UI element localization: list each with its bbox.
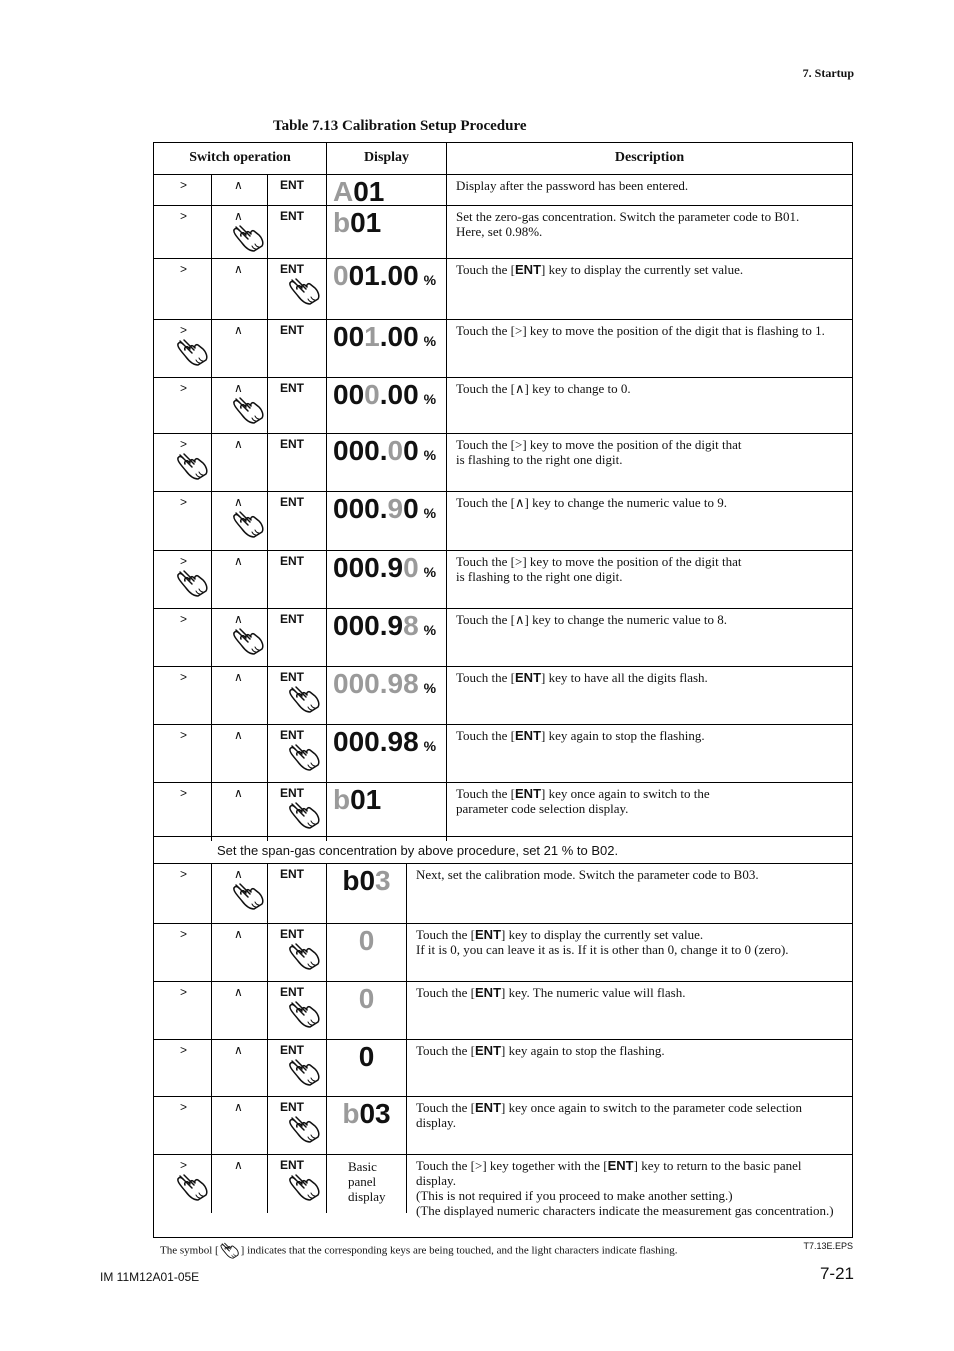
description-text (446, 320, 852, 377)
table-row (154, 550, 852, 608)
col-header-description: Description (446, 143, 852, 174)
flashing-digits: 0 (358, 983, 375, 1014)
description-fragment: Touch the [ (416, 985, 476, 1000)
flashing-digits: b (342, 1098, 360, 1129)
key-right: > (154, 1155, 211, 1213)
table-row (154, 608, 852, 666)
touch-hand-icon (176, 338, 210, 368)
table-row (154, 1154, 852, 1218)
key-ent: ENT (267, 783, 326, 841)
key-up: ∧ (211, 551, 267, 608)
span-note: Set the span-gas concentration by above procedure, set 21 % to B02. (217, 843, 619, 858)
display-readout (326, 434, 446, 491)
description-line (416, 927, 844, 942)
description-line (416, 942, 844, 957)
ent-key-label: ENT (515, 262, 542, 277)
description-fragment: Here, set 0.98%. (456, 224, 543, 239)
key-ent: ENT (267, 320, 326, 377)
description-fragment: Set the zero-gas concentration. Switch the parameter code to B01. (456, 209, 800, 224)
key-up: ∧ (211, 378, 267, 433)
description-text (406, 982, 852, 1039)
description-text (406, 1097, 852, 1154)
key-right: > (180, 670, 188, 684)
touch-hand-icon (232, 396, 266, 426)
footnote-prefix: The symbol [ (160, 1244, 219, 1257)
description-fragment: ] key to display the currently set value. (501, 927, 704, 942)
touch-hand-icon (232, 882, 266, 912)
display-readout (326, 259, 446, 319)
description-fragment: ] key. The numeric value will flash. (501, 985, 686, 1000)
flashing-digits: 0 (333, 260, 349, 291)
ent-key-label: ENT (607, 1158, 634, 1173)
key-right: > (180, 381, 188, 395)
page-number: 7-21 (819, 1264, 854, 1283)
key-ent: ENT (267, 259, 326, 319)
steady-digits: .00 (379, 321, 419, 352)
ent-key-label: ENT (515, 728, 542, 743)
key-ent: ENT (267, 609, 326, 666)
table-row (154, 1096, 852, 1154)
description-fragment: Next, set the calibration mode. Switch the parameter code to B03. (416, 867, 759, 882)
steady-digits: 01 (353, 176, 385, 207)
steady-digits: b0 (342, 865, 376, 896)
touch-hand-icon (288, 1058, 322, 1088)
table-header-row (154, 143, 852, 174)
key-ent: ENT (267, 725, 326, 782)
display-readout (326, 1155, 406, 1213)
touch-hand-icon (288, 743, 322, 773)
calibration-setup-table (153, 142, 853, 1238)
steady-digits: 000. (333, 435, 388, 466)
steady-digits: 0 (358, 1041, 375, 1072)
ent-key-label: ENT (475, 1043, 502, 1058)
key-right: > (154, 434, 211, 491)
description-line (456, 323, 844, 338)
key-right: > (180, 262, 188, 276)
display-readout (326, 1040, 406, 1096)
touch-hand-icon (288, 801, 322, 831)
description-fragment: Touch the [∧] key to change the numeric value to 9. (456, 495, 728, 510)
touch-hand-icon (232, 510, 266, 540)
table-row (154, 319, 852, 377)
key-up: ∧ (211, 1040, 267, 1096)
display-readout (326, 864, 406, 923)
flashing-digits: 0 (403, 552, 419, 583)
description-line (456, 670, 844, 685)
percent-unit: % (423, 333, 437, 349)
display-readout (326, 320, 446, 377)
key-up: ∧ (211, 864, 267, 923)
flashing-digits: 8 (403, 610, 419, 641)
display-readout (326, 924, 406, 981)
description-fragment: Touch the [∧] key to change the numeric value to 8. (456, 612, 728, 627)
description-fragment: Touch the [>] key together with the [ (416, 1158, 608, 1173)
key-ent: ENT (267, 206, 326, 258)
touch-hand-icon (288, 685, 322, 715)
description-fragment: (The displayed numeric characters indicate the measurement gas concentration.) (416, 1203, 834, 1218)
description-fragment: ] key once again to switch to the parameter code selection display. (416, 1100, 803, 1130)
table-row (154, 1039, 852, 1096)
description-fragment: Touch the [ (456, 728, 516, 743)
display-readout (326, 378, 446, 433)
key-ent: ENT (267, 492, 326, 550)
flashing-digits: b (333, 207, 351, 238)
description-line (416, 867, 844, 882)
description-text (446, 492, 852, 550)
flashing-digits: b (333, 784, 351, 815)
key-up: ∧ (211, 206, 267, 258)
percent-unit: % (423, 505, 437, 521)
key-right: > (180, 209, 188, 223)
percent-unit: % (423, 680, 437, 696)
description-line (456, 801, 844, 816)
description-line (456, 209, 844, 224)
description-fragment: parameter code selection display. (456, 801, 629, 816)
display-readout (326, 783, 446, 841)
description-line (456, 178, 844, 193)
footnote-suffix: ] indicates that the corresponding keys are being touched, and the light characters indicate flashing. (240, 1244, 678, 1257)
flashing-digits: 3 (375, 865, 391, 896)
basic-panel-display-line: Basic (348, 1159, 377, 1174)
touch-hand-icon (176, 569, 210, 599)
description-text (406, 924, 852, 981)
description-text (446, 175, 852, 205)
description-line (456, 612, 844, 627)
description-line (456, 786, 844, 801)
description-text (406, 864, 852, 923)
description-line (416, 1203, 844, 1218)
description-text (406, 1155, 852, 1218)
description-line (456, 495, 844, 510)
key-ent: ENT (267, 378, 326, 433)
table-title: Table 7.13 Calibration Setup Procedure (273, 118, 527, 134)
description-text (446, 378, 852, 433)
description-fragment: Touch the [ (456, 670, 516, 685)
description-line (416, 1100, 844, 1130)
key-right: > (180, 612, 188, 626)
key-up: ∧ (211, 924, 267, 981)
key-up: ∧ (211, 492, 267, 550)
touch-hand-icon (288, 277, 322, 307)
ent-key-label: ENT (475, 1100, 502, 1115)
table-row (154, 491, 852, 550)
description-line (456, 224, 844, 239)
key-right: > (154, 320, 211, 377)
steady-digits: 01 (350, 784, 382, 815)
key-ent: ENT (267, 434, 326, 491)
ent-key-label: ENT (475, 985, 502, 1000)
col-header-switch: Switch operation (189, 150, 291, 165)
description-fragment: ] key again to stop the flashing. (541, 728, 705, 743)
section-header: 7. Startup (802, 66, 854, 80)
description-fragment: Touch the [ (416, 1100, 476, 1115)
description-fragment: Touch the [ (456, 262, 516, 277)
description-line (456, 569, 844, 584)
key-up: ∧ (211, 434, 267, 491)
table-row (154, 666, 852, 724)
description-fragment: (This is not required if you proceed to make another setting.) (416, 1188, 733, 1203)
steady-digits: 01.00 (348, 260, 419, 291)
description-fragment: Touch the [>] key to move the position of the digit that is flashing to 1. (456, 323, 825, 338)
flashing-digits: 0 (364, 379, 380, 410)
key-up: ∧ (211, 175, 267, 205)
description-text (446, 725, 852, 782)
basic-panel-display-line: panel (348, 1174, 377, 1189)
key-right: > (154, 551, 211, 608)
table-row (154, 174, 852, 205)
display-readout (326, 492, 446, 550)
display-readout (326, 206, 446, 258)
touch-hand-icon (232, 627, 266, 657)
percent-unit: % (423, 738, 437, 754)
steady-digits: 000.98 (333, 726, 419, 757)
key-ent: ENT (267, 667, 326, 724)
table-row (154, 923, 852, 981)
description-line (456, 452, 844, 467)
key-up: ∧ (211, 667, 267, 724)
percent-unit: % (423, 447, 437, 463)
description-line (416, 1188, 844, 1203)
flashing-digits: 9 (387, 493, 404, 524)
description-fragment: Touch the [∧] key to change to 0. (456, 381, 631, 396)
steady-digits: 000.9 (333, 610, 404, 641)
description-fragment: is flashing to the right one digit. (456, 452, 623, 467)
steady-digits: .00 (379, 379, 419, 410)
touch-hand-icon (176, 1173, 210, 1203)
display-readout (326, 609, 446, 666)
description-fragment: ] key to return to the basic panel display. (416, 1158, 802, 1188)
key-ent: ENT (267, 175, 326, 205)
key-right: > (180, 728, 188, 742)
key-right: > (180, 985, 188, 999)
description-fragment: Touch the [ (416, 927, 476, 942)
key-ent: ENT (267, 864, 326, 923)
table-row (154, 724, 852, 782)
footnote (160, 1242, 677, 1260)
flashing-digits: 0 (387, 435, 404, 466)
display-readout (326, 667, 446, 724)
key-up: ∧ (211, 783, 267, 841)
key-ent: ENT (267, 1097, 326, 1154)
description-fragment: Display after the password has been entered. (456, 178, 689, 193)
display-readout (326, 1097, 406, 1154)
percent-unit: % (423, 391, 437, 407)
description-line (416, 1043, 844, 1058)
key-ent: ENT (267, 982, 326, 1039)
key-up: ∧ (211, 1155, 267, 1213)
table-row (154, 863, 852, 923)
steady-digits: 00 (333, 379, 365, 410)
description-fragment: Touch the [ (416, 1043, 476, 1058)
percent-unit: % (423, 272, 437, 288)
description-text (406, 1040, 852, 1096)
flashing-digits: 1 (364, 321, 380, 352)
ent-key-label: ENT (515, 670, 542, 685)
key-right: > (180, 786, 188, 800)
ent-key-label: ENT (475, 927, 502, 942)
key-up: ∧ (211, 725, 267, 782)
description-fragment: ] key once again to switch to the (541, 786, 710, 801)
span-note-row (154, 836, 852, 863)
steady-digits: 0 (403, 435, 419, 466)
display-readout (326, 982, 406, 1039)
flashing-digits: A (333, 176, 354, 207)
description-fragment: Touch the [>] key to move the position of the digit that (456, 554, 742, 569)
steady-digits: 03 (359, 1098, 391, 1129)
key-ent: ENT (267, 924, 326, 981)
description-text (446, 434, 852, 491)
key-up: ∧ (211, 1097, 267, 1154)
touch-hand-icon (288, 942, 322, 972)
description-text (446, 206, 852, 258)
key-right: > (180, 495, 188, 509)
figure-id: T7.13E.EPS (803, 1241, 853, 1251)
description-fragment: ] key to display the currently set value. (541, 262, 744, 277)
key-right: > (180, 927, 188, 941)
description-text (446, 667, 852, 724)
description-fragment: Touch the [ (456, 786, 516, 801)
doc-id: IM 11M12A01-05E (100, 1270, 200, 1284)
key-up: ∧ (211, 259, 267, 319)
description-line (456, 381, 844, 396)
key-up: ∧ (211, 320, 267, 377)
description-line (416, 985, 844, 1000)
steady-digits: 0 (403, 493, 419, 524)
steady-digits: 000.9 (333, 552, 404, 583)
display-readout (326, 725, 446, 782)
ent-key-label: ENT (515, 786, 542, 801)
key-up: ∧ (211, 609, 267, 666)
description-line (456, 728, 844, 743)
description-line (456, 262, 844, 277)
key-right: > (180, 178, 188, 192)
touch-hand-icon (288, 1115, 322, 1145)
steady-digits: 01 (350, 207, 382, 238)
key-right: > (180, 1043, 188, 1057)
table-row (154, 433, 852, 491)
description-fragment: is flashing to the right one digit. (456, 569, 623, 584)
table-row (154, 377, 852, 433)
key-right: > (180, 867, 188, 881)
display-readout (326, 551, 446, 608)
key-right: > (180, 1100, 188, 1114)
description-fragment: If it is 0, you can leave it as is. If it is other than 0, change it to 0 (zero). (416, 942, 789, 957)
key-ent: ENT (267, 551, 326, 608)
key-ent: ENT (267, 1155, 326, 1213)
description-text (446, 783, 852, 841)
description-line (456, 437, 844, 452)
flashing-digits: 000.98 (333, 668, 419, 699)
description-text (446, 259, 852, 319)
description-fragment: ] key to have all the digits flash. (541, 670, 708, 685)
col-header-display: Display (326, 143, 446, 174)
key-ent: ENT (267, 1040, 326, 1096)
description-line (416, 1158, 844, 1188)
description-text (446, 551, 852, 608)
basic-panel-display-line: display (348, 1189, 386, 1204)
table-row (154, 205, 852, 258)
description-text (446, 609, 852, 666)
flashing-digits: 0 (358, 925, 375, 956)
table-row (154, 258, 852, 319)
steady-digits: 000. (333, 493, 388, 524)
description-fragment: ] key again to stop the flashing. (501, 1043, 665, 1058)
steady-digits: 00 (333, 321, 365, 352)
touch-hand-icon (219, 1242, 241, 1260)
display-readout (326, 175, 446, 205)
key-up: ∧ (211, 982, 267, 1039)
description-fragment: Touch the [>] key to move the position of the digit that (456, 437, 742, 452)
percent-unit: % (423, 622, 437, 638)
touch-hand-icon (176, 452, 210, 482)
table-row (154, 981, 852, 1039)
description-line (456, 554, 844, 569)
percent-unit: % (423, 564, 437, 580)
touch-hand-icon (288, 1000, 322, 1030)
table-row (154, 782, 852, 841)
touch-hand-icon (288, 1173, 322, 1203)
touch-hand-icon (232, 224, 266, 254)
